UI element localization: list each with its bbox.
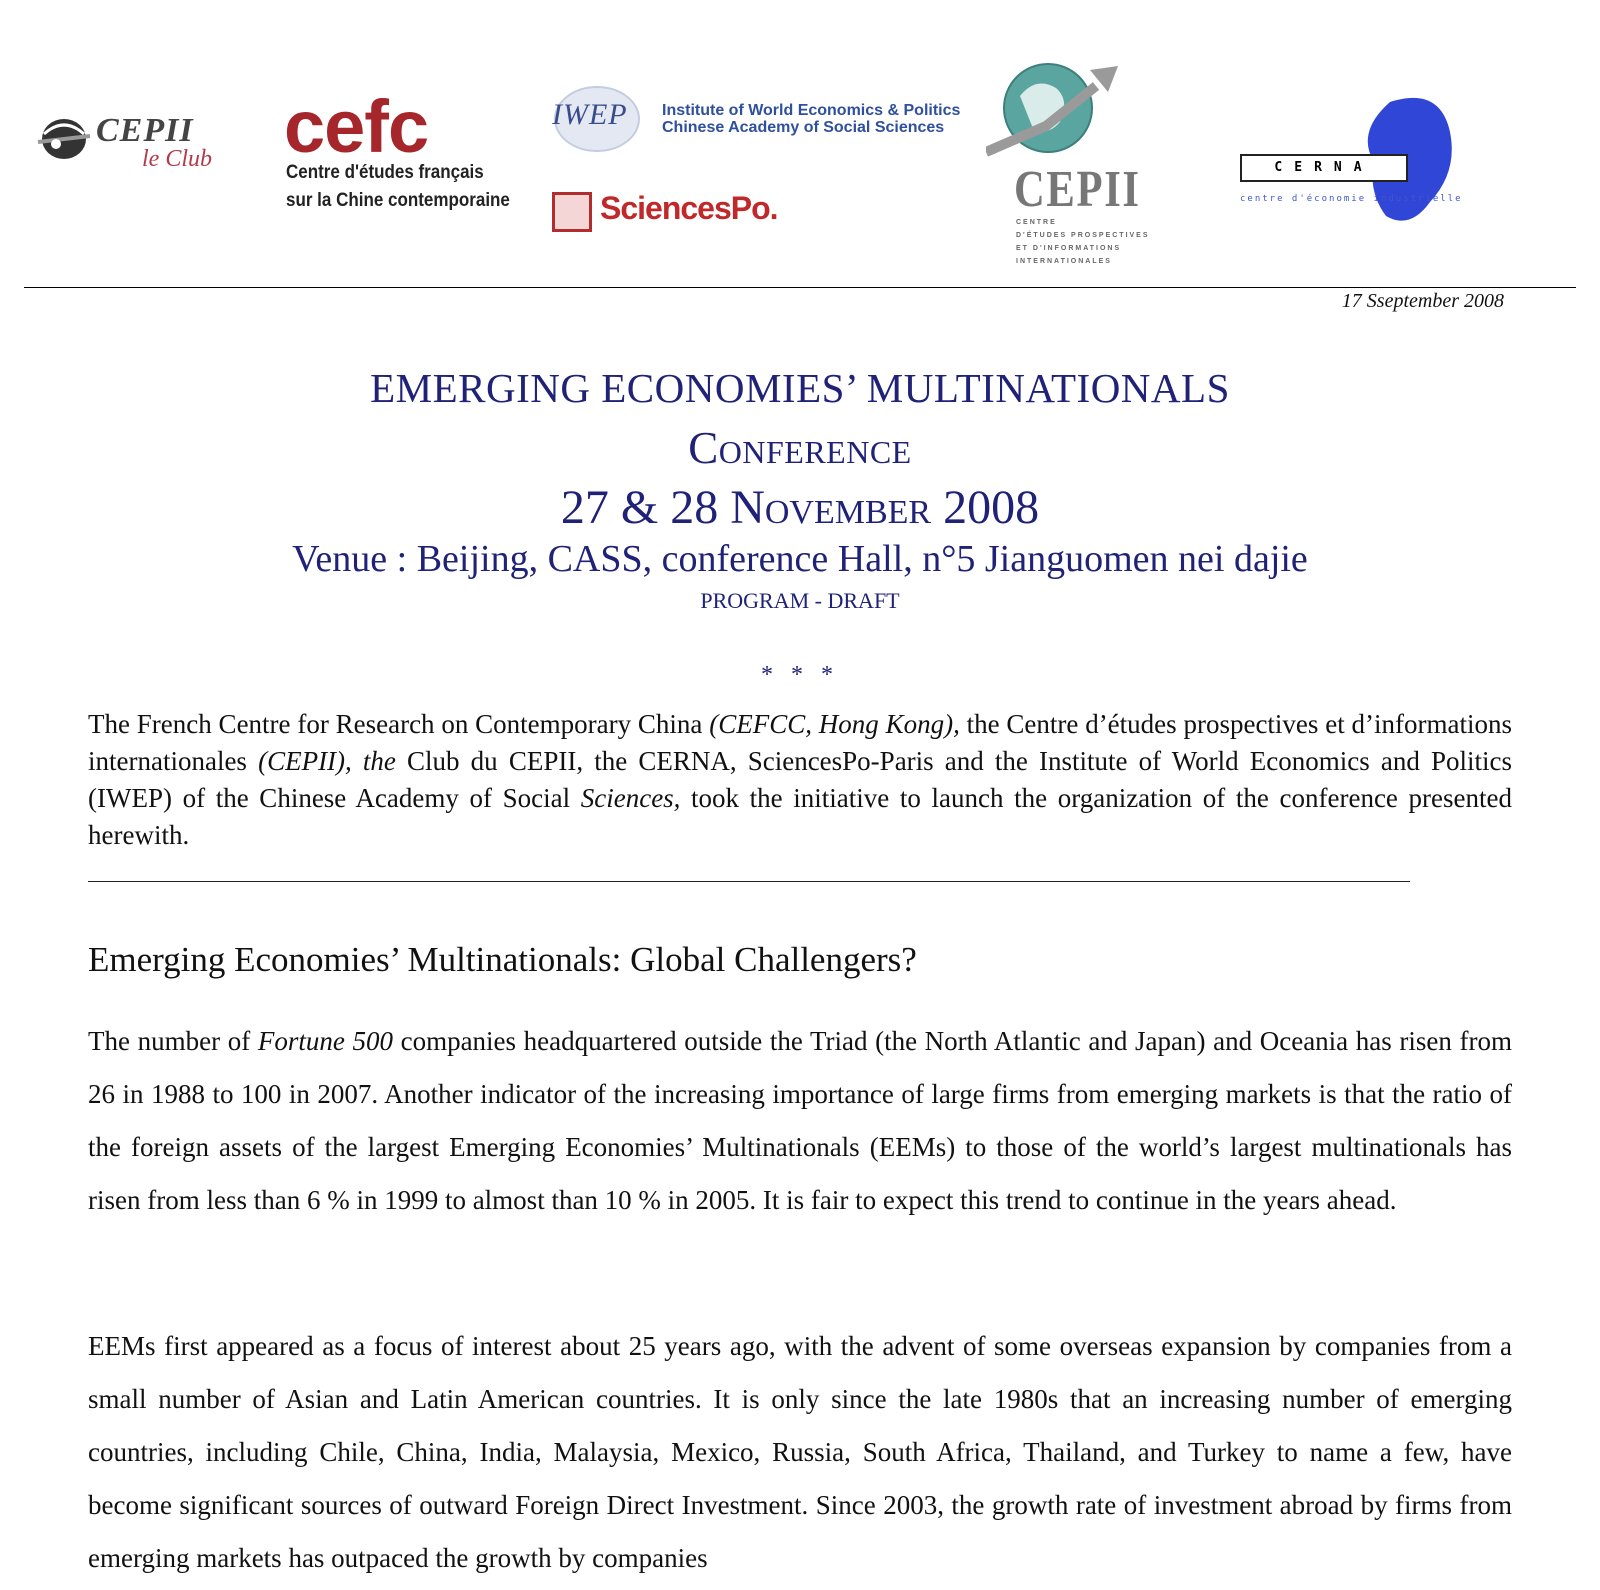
iwep-line-1: Institute of World Economics & Politics (662, 102, 961, 119)
intro-divider (88, 881, 1410, 882)
cepii-club-logo (34, 100, 248, 180)
body-paragraph-1 (88, 1015, 1512, 1227)
section-heading: Emerging Economies’ Multinationals: Global Challengers? (88, 940, 917, 979)
cepii-sub-line-4: INTERNATIONALES (1016, 258, 1112, 265)
cefc-wordmark: cefc (284, 85, 429, 168)
iwep-line-2: Chinese Academy of Social Sciences (662, 119, 945, 136)
globe-arrow-icon (986, 56, 1146, 166)
p1-text-a: The number of (88, 1026, 258, 1056)
intro-italic-3: Sciences, (580, 783, 681, 813)
sciencespo-logo (552, 190, 792, 236)
title-dates: 27 & 28 November 2008 (560, 481, 1040, 534)
p1-italic: Fortune 500 (257, 1026, 393, 1056)
cepii-logo (1010, 56, 1180, 266)
cepii-sub-line-2: D'ÉTUDES PROSPECTIVES (1016, 232, 1150, 239)
intro-text-3: Club du CEPII, the CERNA, SciencesPo-Paris and the Institute of World Economics and Politics (IWEP) of the Chinese Academy of Social (88, 746, 1512, 813)
cerna-logo (1240, 92, 1520, 242)
program-label: PROGRAM - DRAFT (700, 588, 900, 613)
title-venue: Venue : Beijing, CASS, conference Hall, n°5 Jianguomen nei dajie (292, 538, 1308, 580)
title-line-2: Conference (688, 423, 912, 473)
sciencespo-wordmark: SciencesPo. (600, 190, 778, 226)
intro-text-4: took the initiative to launch the organization of the conference presented herewith. (88, 783, 1512, 850)
cepii-club-wordmark: CEPII (96, 112, 194, 149)
header-divider (24, 287, 1576, 288)
cepii-club-subtitle: le Club (142, 146, 212, 172)
cepii-subtitle (1016, 216, 1150, 268)
cerna-wordmark: CERNA (1240, 154, 1408, 182)
title-block (0, 358, 1600, 618)
body-paragraph-2: EEMs first appeared as a focus of interest about 25 years ago, with the advent of some overseas expansion by companies from a small number of Asian and Latin American countries. It is only since the late 1980s that an increasing number of emerging countries, including Chile, China, India, Malaysia, Mexico, Russia, South Africa, Thailand, and Turkey to name a few, have become significant sources of outward Foreign Direct Investment. Since 2003, the growth rate of investment abroad by firms from emerging markets has outpaced the growth by companies (88, 1331, 1512, 1573)
intro-italic-1: (CEFCC, Hong Kong), (709, 709, 960, 739)
title-line-1: EMERGING ECONOMIES’ MULTINATIONALS (370, 365, 1230, 411)
sciencespo-emblem-icon (552, 192, 592, 232)
iwep-logo (552, 84, 972, 164)
intro-paragraph (88, 706, 1512, 854)
intro-text-1: The French Centre for Research on Contemporary China (88, 709, 710, 739)
cefc-line-1: Centre d'études français (286, 160, 484, 183)
cepii-sub-line-1: CENTRE (1016, 219, 1057, 226)
intro-italic-2: (CEPII), the (258, 746, 396, 776)
document-date: 17 Sseptember 2008 (1341, 290, 1504, 312)
cerna-subtitle: centre d'économie industrielle (1240, 194, 1463, 204)
iwep-wordmark: IWEP (552, 98, 628, 131)
globe-icon (34, 114, 94, 164)
p1-text-b: companies headquartered outside the Triad (the North Atlantic and Japan) and Oceania has risen from 26 in 1988 to 100 in 2007. Another indicator of the increasing importance of large firms from emerging markets is that the ratio of the foreign assets of the largest Emerging Economies’ Multinationals (EEMs) to those of the world’s largest multinationals has risen from less than 6 % in 1999 to almost than 10 % in 2005. It is fair to expect this trend to continue in the years ahead. (88, 1026, 1512, 1215)
section-separator-stars: * * * (761, 662, 839, 688)
cefc-line-2: sur la Chine contemporaine (286, 188, 510, 211)
cefc-logo (284, 85, 510, 218)
cepii-sub-line-3: ET D'INFORMATIONS (1016, 245, 1122, 252)
intro-text-2: the Centre d’études prospectives et d’informations internationales (88, 709, 1512, 776)
cepii-wordmark: CEPII (1014, 161, 1141, 218)
